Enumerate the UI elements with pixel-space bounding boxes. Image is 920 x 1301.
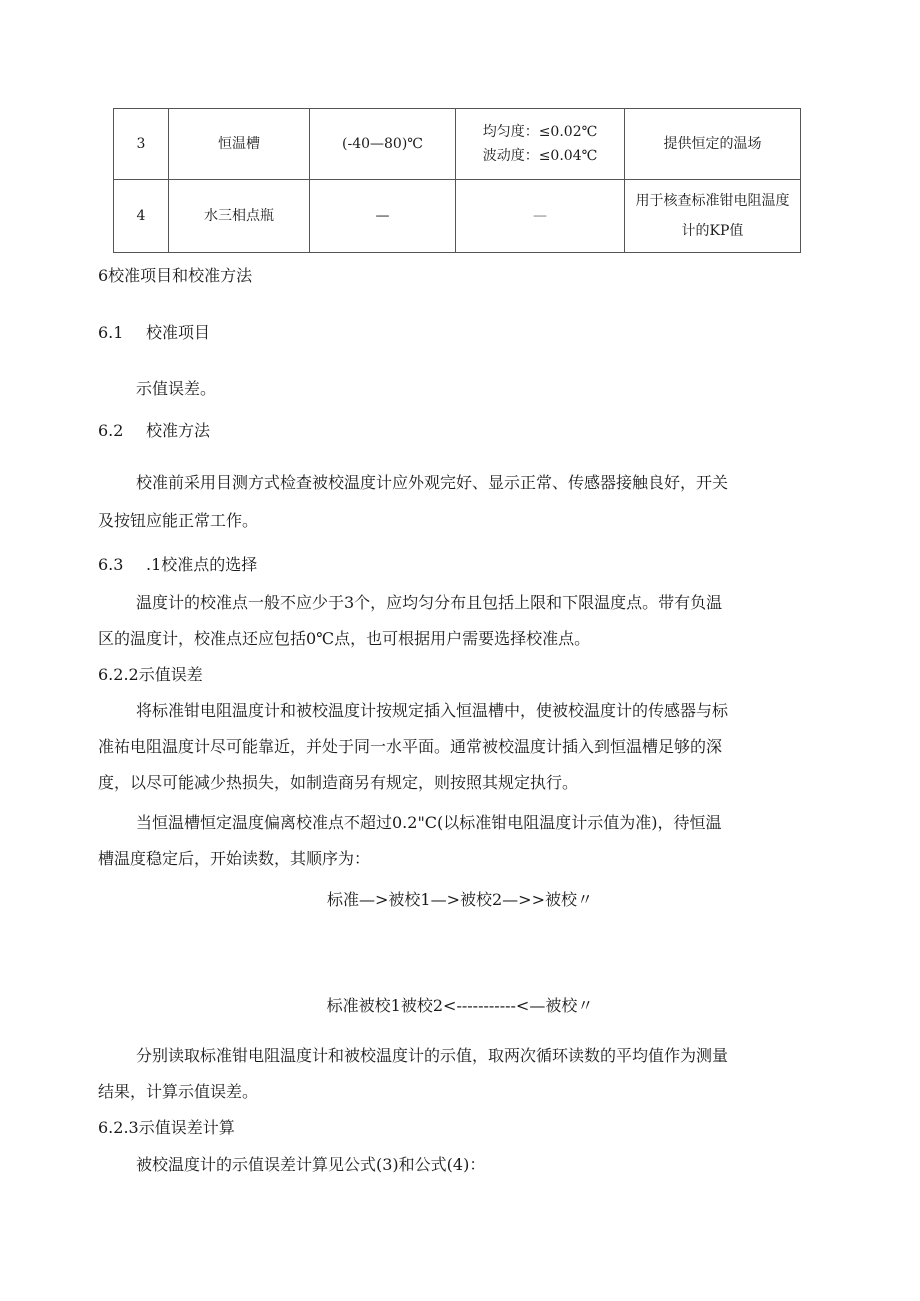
measurement-range: (-40—80)℃: [310, 109, 456, 180]
section-6-1-heading: [98, 323, 210, 343]
specification: [456, 180, 625, 253]
section-title: .1校准点的选择: [146, 555, 258, 574]
spec-line: 均匀度：≤0.02℃: [482, 124, 598, 140]
measurement-range: —: [310, 180, 456, 253]
row-number: 3: [114, 109, 169, 180]
paragraph-line: 校准前采用目测方式检查被校温度计应外观完好、显示正常、传感器接触良好，开关: [136, 473, 729, 492]
paragraph-line: 当恒温槽恒定温度偏离校准点不超过0.2"C(以标准钳电阻温度计示值为准)，待恒温: [136, 813, 722, 832]
section-title: 校准方法: [146, 421, 211, 440]
section-6-2-3-heading: 6.2.3示值误差计算: [98, 1118, 235, 1137]
section-6-2-heading: [98, 421, 210, 441]
purpose: [625, 109, 801, 180]
equipment-table: [113, 108, 801, 253]
paragraph-line: 温度计的校准点一般不应少于3个，应均匀分布且包括上限和下限温度点。带有负温: [136, 593, 723, 612]
purpose-line: 用于核查标准钳电阻温度: [635, 193, 790, 209]
spec-line: —: [533, 208, 547, 224]
section-number: 6.1: [98, 323, 124, 342]
paragraph-line: 区的温度计，校准点还应包括0℃点，也可根据用户需要选择校准点。: [98, 629, 591, 648]
paragraph-line: 被校温度计的示值误差计算见公式(3)和公式(4)：: [136, 1155, 486, 1174]
paragraph-line: 将标准钳电阻温度计和被校温度计按规定插入恒温槽中，使被校温度计的传感器与标: [136, 701, 729, 720]
table-row: [114, 180, 801, 253]
purpose: [625, 180, 801, 253]
paragraph-line: 及按钮应能正常工作。: [98, 511, 259, 530]
row-number: 4: [114, 180, 169, 253]
section-6-heading: 6校准项目和校准方法: [98, 266, 253, 285]
section-title: 校准项目: [146, 323, 211, 342]
table-row: [114, 109, 801, 180]
spec-line: 波动度：≤0.04℃: [482, 148, 598, 164]
section-6-1-body: 示值误差。: [136, 379, 217, 398]
paragraph-line: 准祐电阻温度计尽可能靠近，并处于同一水平面。通常被校温度计插入到恒温槽足够的深: [98, 737, 723, 756]
equipment-name: 水三相点瓶: [169, 180, 310, 253]
section-6-2-2-heading: 6.2.2示值误差: [98, 665, 203, 684]
reading-sequence-forward: 标准—>被校1—>被校2—>>被校〃: [327, 890, 593, 909]
section-6-3-heading: [98, 555, 257, 575]
purpose-line: 提供恒定的温场: [663, 136, 762, 152]
specification: [456, 109, 625, 180]
paragraph-line: 分别读取标准钳电阻温度计和被校温度计的示值，取两次循环读数的平均值作为测量: [136, 1046, 729, 1065]
equipment-name: 恒温槽: [169, 109, 310, 180]
purpose-line: 计的KP值: [681, 223, 744, 239]
section-number: 6.2: [98, 421, 124, 440]
paragraph-line: 槽温度稳定后，开始读数，其顺序为：: [98, 849, 371, 868]
paragraph-line: 结果，计算示值误差。: [98, 1082, 259, 1101]
reading-sequence-backward: 标准被校1被校2<-----------<—被校〃: [326, 996, 594, 1015]
section-number: 6.3: [98, 555, 124, 574]
paragraph-line: 度，以尽可能减少热损失，如制造商另有规定，则按照其规定执行。: [98, 773, 579, 792]
